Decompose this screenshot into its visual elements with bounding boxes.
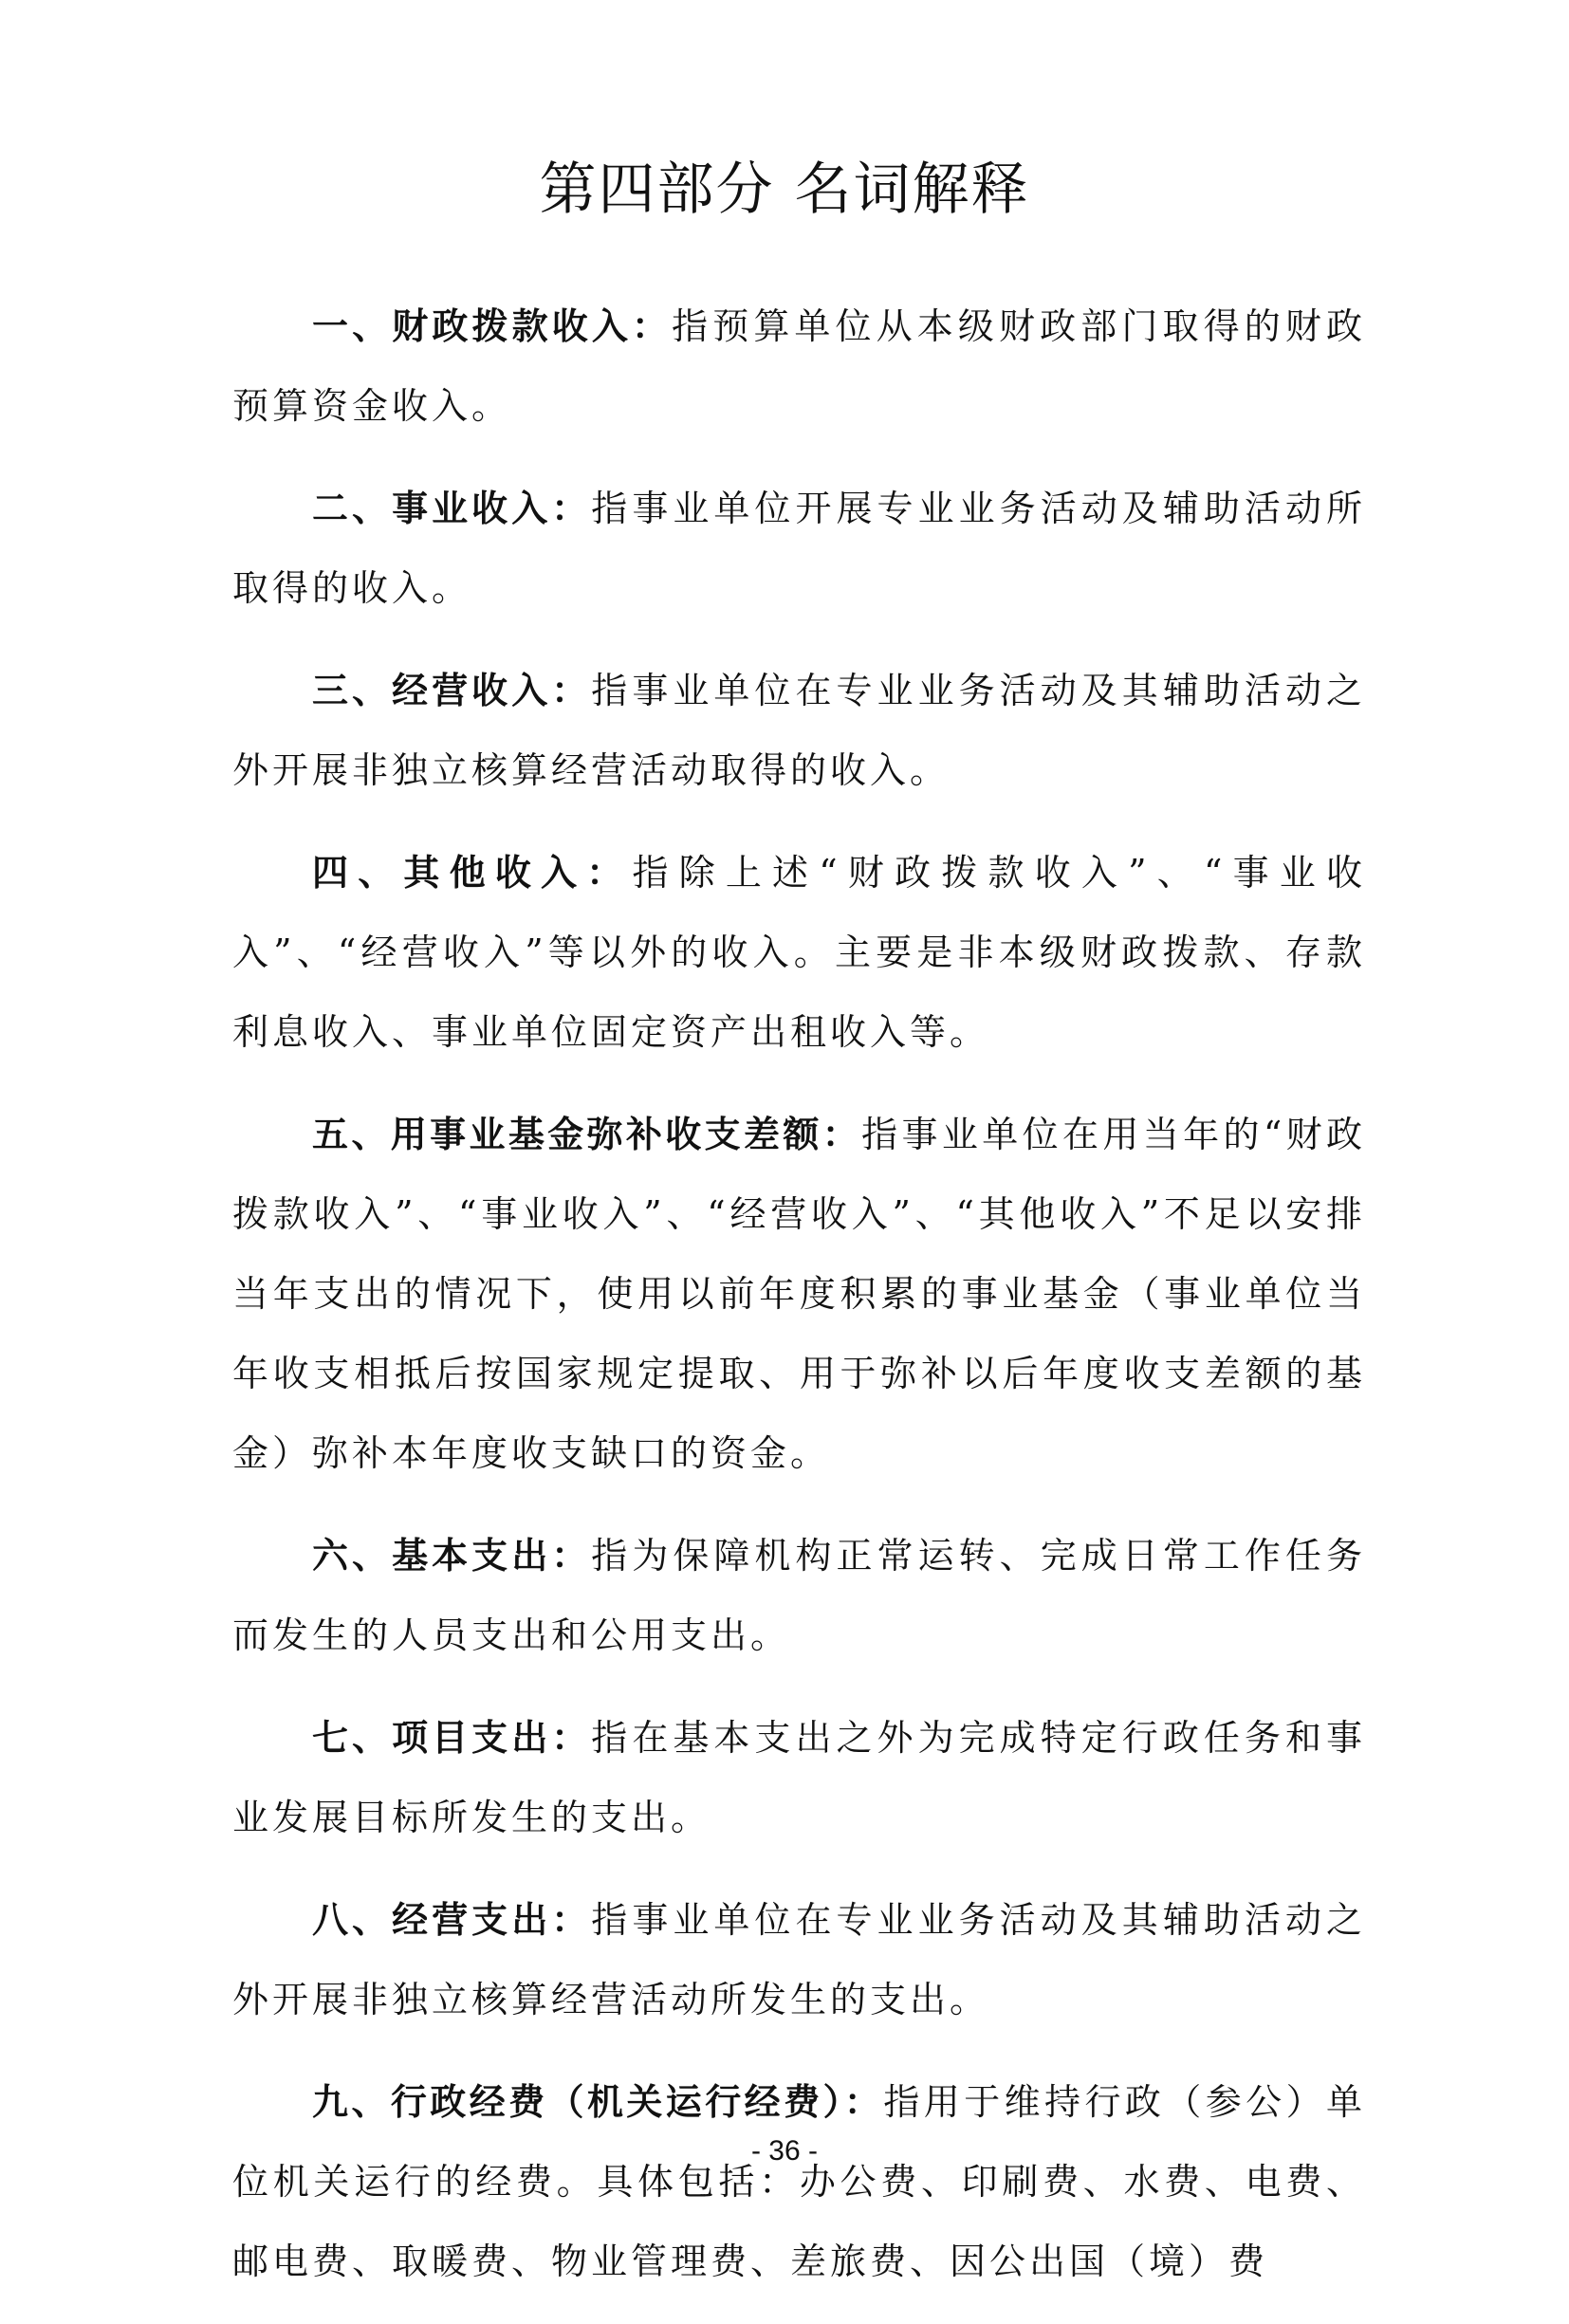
term-list — [232, 286, 1366, 2324]
term-definition: 指事业单位开展专业业务活动及辅助活动所取得的收入。 — [232, 488, 1366, 609]
term-business-income — [232, 469, 1366, 628]
term-fiscal-appropriation-income — [232, 286, 1366, 446]
term-administrative-expenses — [232, 2062, 1366, 2301]
term-definition: 指事业单位在用当年的“财政拨款收入”、“事业收入”、“经营收入”、“其他收入”不足以安排当年支出的情况下，使用以前年度积累的事业基金（事业单位当年收支相抵后按国家规定提取、用于弥补以后年度收支差额的基金）弥补本年度收支缺口的资金。 — [232, 1114, 1366, 1474]
term-operating-expenditure — [232, 1880, 1366, 2039]
term-business-fund-offset — [232, 1095, 1366, 1493]
term-name: 五、用事业基金弥补收支差额： — [312, 1114, 862, 1155]
term-name: 三、经营收入： — [312, 670, 592, 711]
page-number: - 36 - — [750, 2135, 819, 2167]
term-other-income — [232, 833, 1366, 1072]
term-definition: 指预算单位从本级财政部门取得的财政预算资金收入。 — [232, 305, 1366, 427]
term-name: 八、经营支出： — [312, 1899, 592, 1941]
term-definition: 指事业单位在专业业务活动及其辅助活动之外开展非独立核算经营活动所发生的支出。 — [232, 1899, 1366, 2020]
term-name: 六、基本支出： — [312, 1535, 592, 1577]
term-definition: 指事业单位在专业业务活动及其辅助活动之外开展非独立核算经营活动取得的收入。 — [232, 670, 1366, 791]
term-definition: 指用于维持行政（参公）单位机关运行的经费。具体包括：办公费、印刷费、水费、电费、邮电费、取暖费、物业管理费、差旅费、因公出国（境）费 — [232, 2081, 1366, 2282]
term-definition: 指为保障机构正常运转、完成日常工作任务而发生的人员支出和公用支出。 — [232, 1535, 1366, 1656]
term-definition: 指在基本支出之外为完成特定行政任务和事业发展目标所发生的支出。 — [232, 1717, 1366, 1838]
term-name: 四、其他收入： — [312, 852, 633, 894]
term-name: 一、财政拨款收入： — [312, 305, 673, 347]
term-definition: 指除上述“财政拨款收入”、“事业收入”、“经营收入”等以外的收入。主要是非本级财政拨款、存款利息收入、事业单位固定资产出租收入等。 — [232, 852, 1366, 1053]
term-name: 二、事业收入： — [312, 488, 592, 529]
term-project-expenditure — [232, 1698, 1366, 1857]
term-operating-income — [232, 651, 1366, 810]
page-title: 第四部分 名词解释 — [539, 157, 1030, 223]
term-basic-expenditure — [232, 1516, 1366, 1675]
term-name: 七、项目支出： — [312, 1717, 592, 1759]
term-name: 九、行政经费（机关运行经费）： — [312, 2081, 884, 2123]
